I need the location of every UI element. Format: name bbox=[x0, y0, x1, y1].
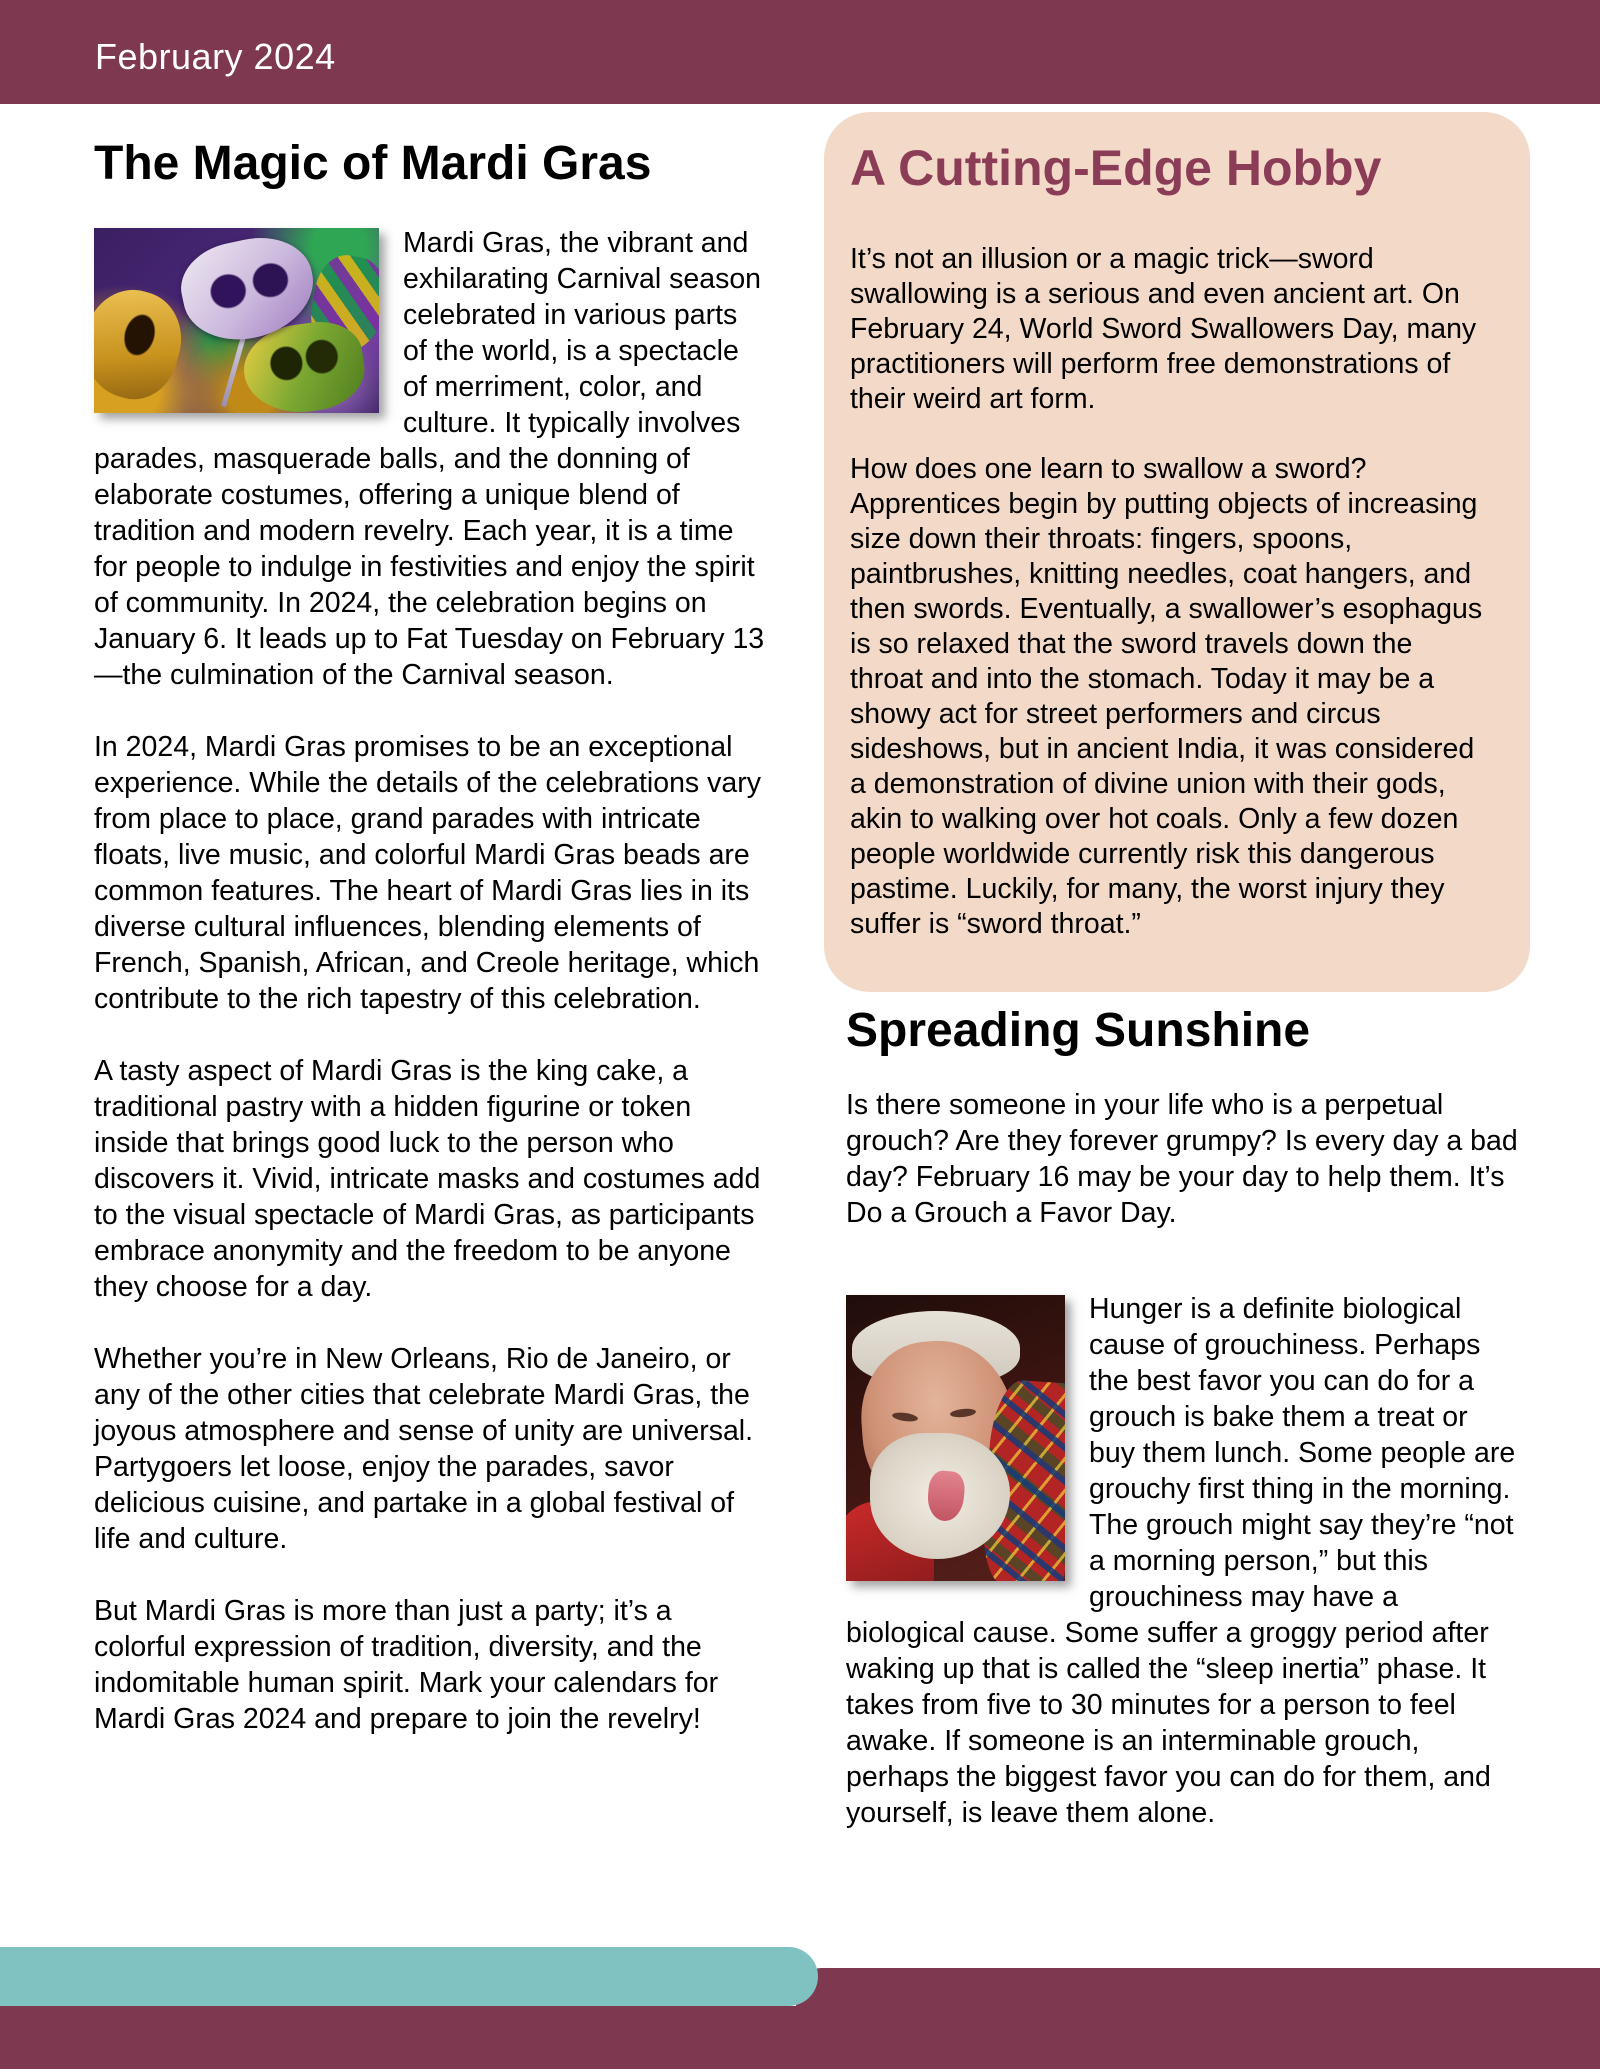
newsletter-date: February 2024 bbox=[95, 36, 336, 77]
sunshine-intro-paragraph: Is there someone in your life who is a perpetual grouch? Are they forever grumpy? Is every day a bad day? February 16 may be your day to help them. It’s Do a Grouch a Favor Day. bbox=[846, 1089, 1518, 1229]
footer-maroon-bar-left bbox=[0, 2006, 820, 2069]
mardi-gras-paragraph-4: Whether you’re in New Orleans, Rio de Janeiro, or any of the other cities that celebrate Mardi Gras, the joyous atmosphere and sense of unity are universal. Partygoers let loose, enjoy the parades, savor delicious cuisine, and partake in a global festival of life and culture. bbox=[94, 1343, 754, 1555]
gold-mask-shape bbox=[94, 279, 193, 409]
mardi-gras-paragraph-5: But Mardi Gras is more than just a party; it’s a colorful expression of tradition, diversity, and the indomitable human spirit. Mark your calendars for Mardi Gras 2024 and prepare to join the revelry! bbox=[94, 1595, 719, 1735]
grouchy-man-image bbox=[846, 1295, 1065, 1581]
footer-maroon-bar bbox=[796, 1968, 1600, 2069]
footer-teal-bar bbox=[0, 1947, 818, 2006]
mardi-gras-paragraph-3: A tasty aspect of Mardi Gras is the king cake, a traditional pastry with a hidden figurine or token inside that brings good luck to the person who discovers it. Vivid, intricate masks and costumes add to the visual spectacle of Mardi Gras, as participants embrace anonymity and the freedom to be anyone they choose for a day. bbox=[94, 1055, 761, 1303]
mardi-gras-paragraph-1: Mardi Gras, the vibrant and exhilarating Carnival season celebrated in various parts of the world, is a spectacle of merriment, color, and culture. It typically involves parades, masquerade balls, and the donning of elaborate costumes, offering a unique blend of tradition and modern revelry. Each year, it is a time for people to indulge in festivities and enjoy the spirit of community. In 2024, the celebration begins on January 6. It leads up to Fat Tuesday on February 13—the culmination of the Carnival season. bbox=[94, 227, 765, 691]
hobby-callout-box bbox=[824, 112, 1530, 992]
mardi-gras-masks-image bbox=[94, 228, 379, 413]
mardi-gras-paragraph-2: In 2024, Mardi Gras promises to be an exceptional experience. While the details of the celebrations vary from place to place, grand parades with intricate floats, live music, and colorful Mardi Gras beads are common features. The heart of Mardi Gras lies in its diverse cultural influences, blending elements of French, Spanish, African, and Creole heritage, which contribute to the rich tapestry of this celebration. bbox=[94, 731, 761, 1015]
article-title-cutting-edge-hobby: A Cutting-Edge Hobby bbox=[850, 140, 1382, 196]
hobby-paragraph-1: It’s not an illusion or a magic trick—sword swallowing is a serious and even ancient art. On February 24, World Sword Swallowers Day, many practitioners will perform free demonstrations of their weird art form. bbox=[850, 243, 1477, 415]
header-bar bbox=[0, 0, 1600, 104]
sunshine-body-paragraph: Hunger is a definite biological cause of grouchiness. Perhaps the best favor you can do for a grouch is bake them a treat or buy them lunch. Some people are grouchy first thing in the morning. The grouch might say they’re “not a morning person,” but this grouchiness may have a biological cause. Some suffer a groggy period after waking up that is called the “sleep inertia” phase. It takes from five to 30 minutes for a person to feel awake. If someone is an interminable grouch, perhaps the biggest favor you can do for them, and yourself, is leave them alone. bbox=[846, 1293, 1516, 1829]
article-title-mardi-gras: The Magic of Mardi Gras bbox=[94, 137, 652, 190]
article-title-spreading-sunshine: Spreading Sunshine bbox=[846, 1004, 1311, 1057]
hobby-paragraph-2: How does one learn to swallow a sword? Apprentices begin by putting objects of increasing size down their throats: fingers, spoons, paintbrushes, knitting needles, coat hangers, and then swords. Eventually, a swallower’s esophagus is so relaxed that the sword travels down the throat and into the stomach. Today it may be a showy act for street performers and circus sideshows, but in ancient India, it was considered a demonstration of divine union with their gods, akin to walking over hot coals. Only a few dozen people worldwide currently risk this dangerous pastime. Luckily, for many, the worst injury they suffer is “sword throat.” bbox=[850, 453, 1483, 940]
article-mardi-gras bbox=[94, 138, 765, 1773]
article-spreading-sunshine bbox=[846, 1005, 1520, 1831]
